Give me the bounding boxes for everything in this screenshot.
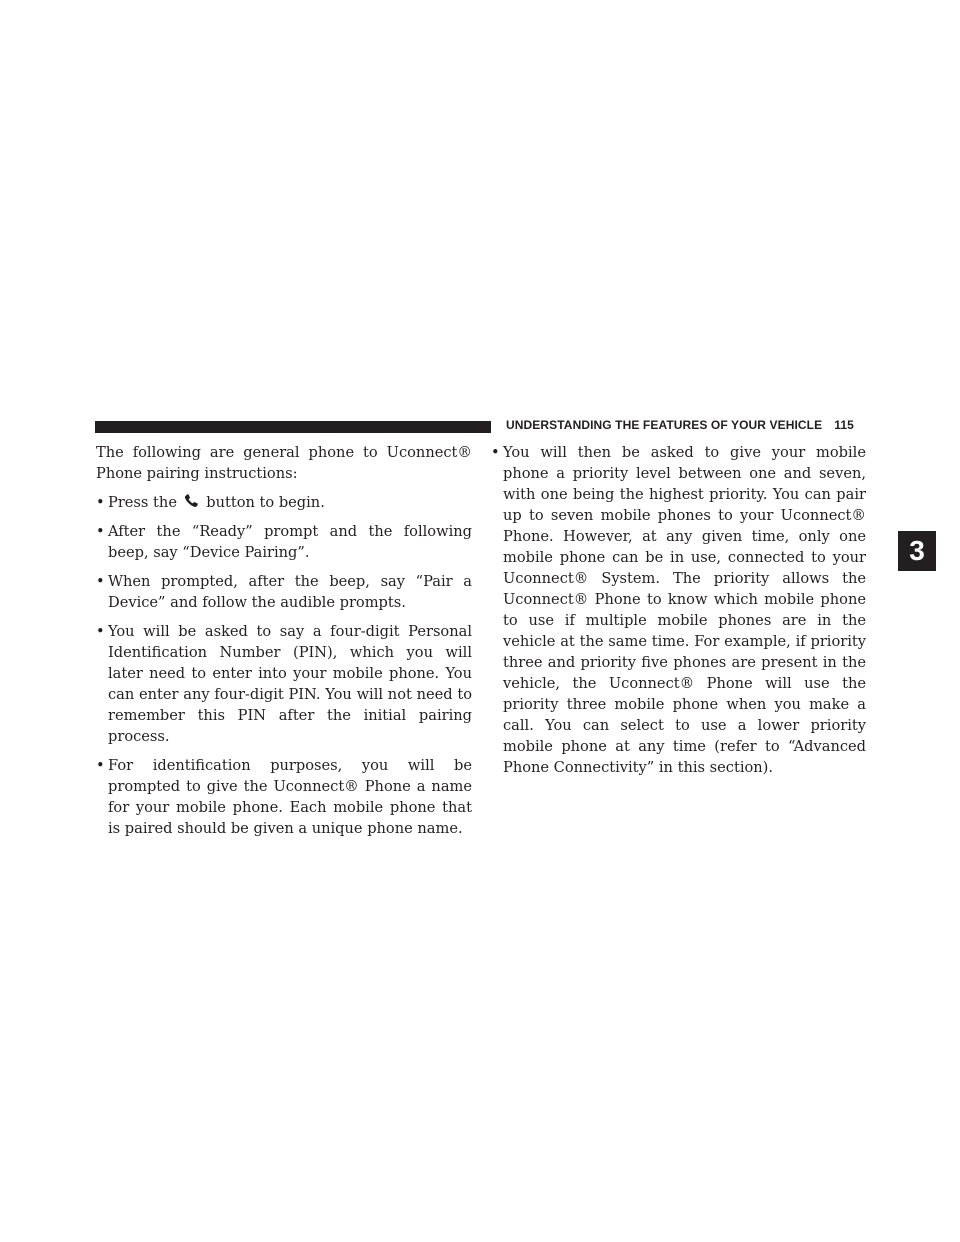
step-text: For identification purposes, you will be prompted to give the Uconnect® Phone a name for your mobile phone. Each mobile phone that is paired should be given a unique phone name. [108, 757, 472, 837]
right-column [491, 442, 866, 778]
list-item [96, 492, 472, 513]
phone-icon [184, 494, 200, 508]
step-1-suffix: button to begin. [206, 494, 325, 511]
bullet: • [96, 494, 105, 511]
step-text: When prompted, after the beep, say “Pair a Device” and follow the audible prompts. [108, 573, 472, 611]
list-item [491, 442, 866, 778]
list-item [96, 521, 472, 563]
page-number: 115 [834, 418, 854, 432]
list-item [96, 571, 472, 613]
running-header [506, 418, 854, 432]
bullet: • [96, 623, 105, 640]
bullet: • [96, 757, 105, 774]
bullet: • [96, 523, 105, 540]
header-rule [95, 421, 491, 433]
bullet: • [96, 573, 105, 590]
bullet: • [491, 444, 500, 461]
step-text: You will be asked to say a four-digit Personal Identification Number (PIN), which you will later need to enter into your mobile phone. You can enter any four-digit PIN. You will not need to remember this PIN after the initial pairing process. [108, 623, 472, 745]
chapter-tab: 3 [898, 531, 936, 571]
step-text: You will then be asked to give your mobile phone a priority level between one and seven, with one being the highest priority. You can pair up to seven mobile phones to your Uconnect® Phone. However, at any given time, only one mobile phone can be in use, connected to your Uconnect® System. The priority allows the Uconnect® Phone to know which mobile phone to use if multiple mobile phones are in the vehicle at the same time. For example, if priority three and priority five phones are present in the vehicle, the Uconnect® Phone will use the priority three mobile phone when you make a call. You can select to use a lower priority mobile phone at any time (refer to “Advanced Phone Connectivity” in this section). [503, 444, 866, 776]
list-item [96, 621, 472, 747]
intro-paragraph: The following are general phone to Uconnect® Phone pairing instructions: [96, 444, 472, 482]
list-item [96, 755, 472, 839]
section-title: UNDERSTANDING THE FEATURES OF YOUR VEHICLE [506, 418, 823, 432]
pairing-steps-list [96, 492, 472, 839]
step-1-prefix: Press the [108, 494, 177, 511]
priority-list [491, 442, 866, 778]
step-text: After the “Ready” prompt and the following beep, say “Device Pairing”. [108, 523, 472, 561]
left-column [96, 442, 472, 839]
